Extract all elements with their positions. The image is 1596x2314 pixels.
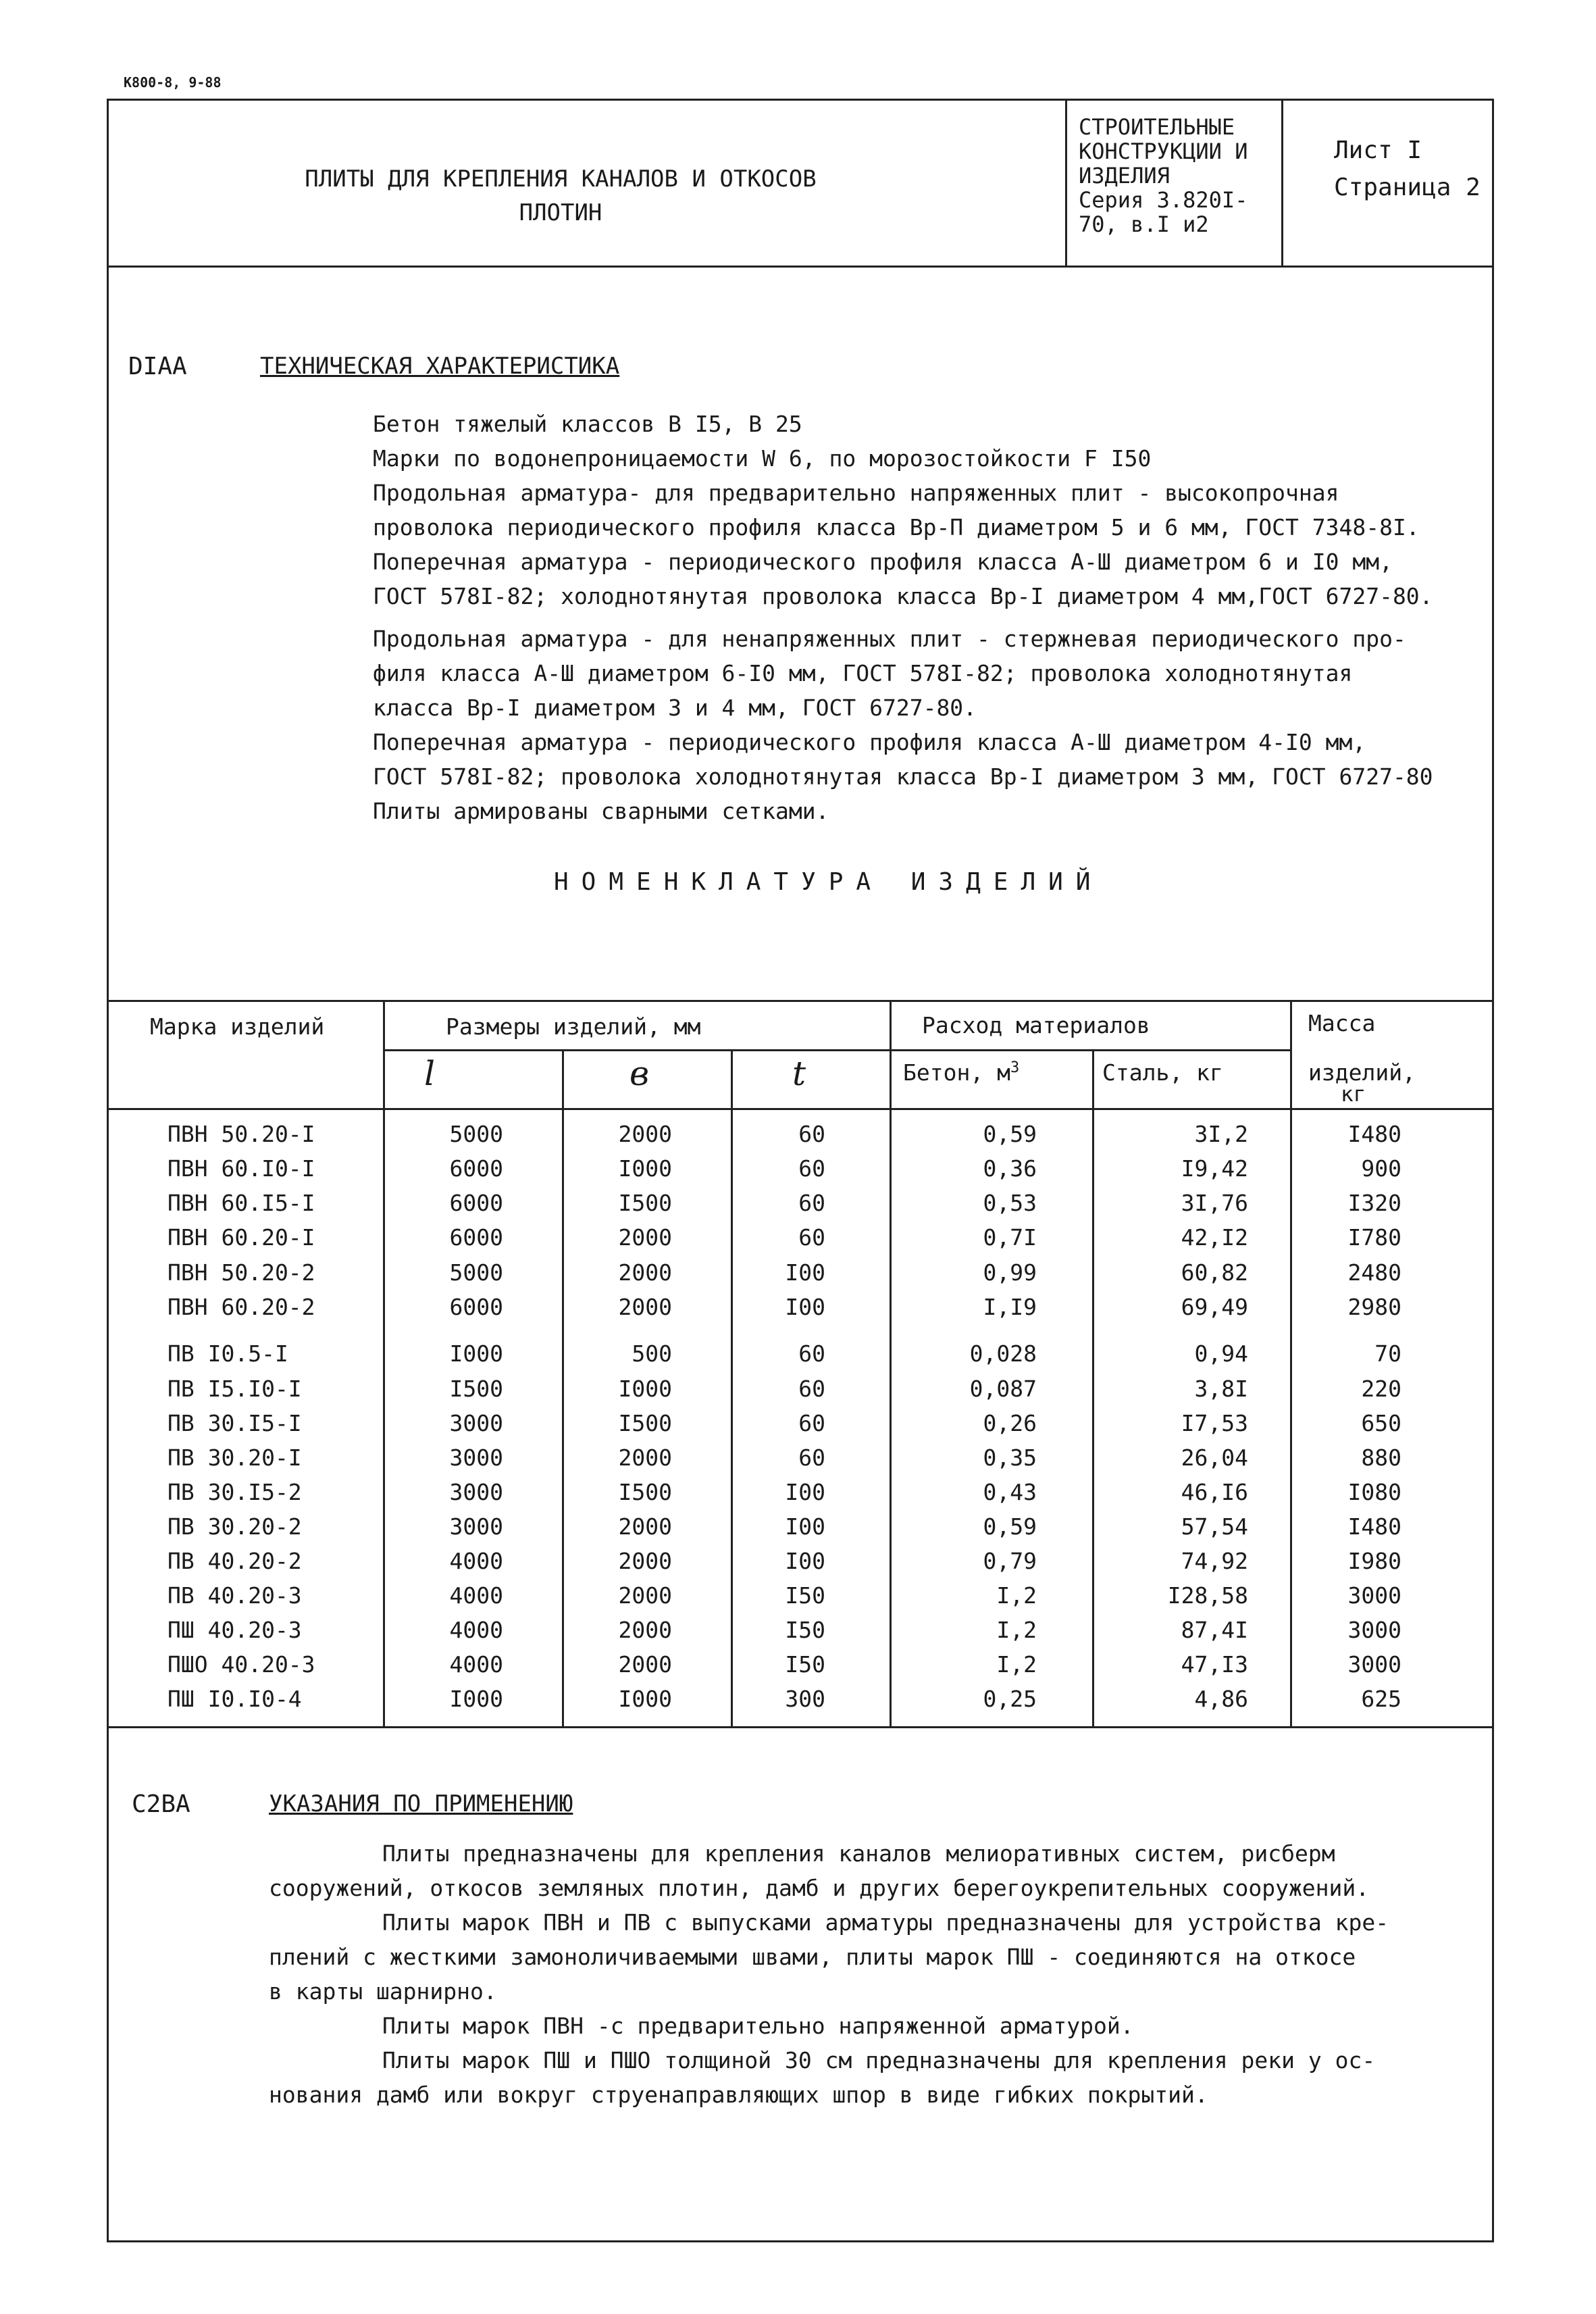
document-title-line-1: ПЛИТЫ ДЛЯ КРЕПЛЕНИЯ КАНАЛОВ И ОТКОСОВ — [305, 166, 817, 193]
table-cell: 2000 — [618, 1294, 672, 1320]
table-cell: ПВ 30.20-2 — [168, 1513, 302, 1540]
header-mass-items: изделий, — [1308, 1059, 1416, 1086]
table-cell: 46,I6 — [1181, 1479, 1248, 1505]
table-cell: 2480 — [1347, 1259, 1401, 1286]
table-cell: 0,79 — [983, 1548, 1037, 1574]
table-cell: ПВ 30.I5-I — [168, 1410, 302, 1436]
table-cell: 880 — [1361, 1444, 1401, 1471]
table-cell: ПВН 60.20-I — [168, 1224, 315, 1251]
header-width-b: в — [629, 1054, 650, 1093]
table-cell: I00 — [785, 1294, 825, 1320]
table-cell: 0,59 — [983, 1121, 1037, 1147]
table-cell: I00 — [785, 1479, 825, 1505]
section-1-code: DIAA — [128, 353, 187, 380]
table-cell: 0,7I — [983, 1224, 1037, 1251]
series-stamp-line: СТРОИТЕЛЬНЫЕ — [1079, 114, 1235, 140]
table-cell: ПВ 30.I5-2 — [168, 1479, 302, 1505]
table-cell: I,I9 — [983, 1294, 1037, 1320]
table-cell: 2000 — [618, 1513, 672, 1540]
table-cell: I500 — [618, 1190, 672, 1216]
text-line: в карты шарнирно. — [269, 1978, 497, 2005]
page-number: Страница 2 — [1334, 174, 1481, 201]
text-line: филя класса А-Ш диаметром 6-I0 мм, ГОСТ 578I-82; проволока холоднотянутая — [373, 660, 1353, 686]
table-cell: 60 — [798, 1444, 825, 1471]
section-2-code: C2BA — [132, 1790, 190, 1818]
table-cell: 0,99 — [983, 1259, 1037, 1286]
table-cell: 3I,2 — [1194, 1121, 1248, 1147]
table-cell: 2000 — [618, 1617, 672, 1643]
table-cell: 0,36 — [983, 1155, 1037, 1182]
text-line: ГОСТ 578I-82; холоднотянутая проволока класса Вр-I диаметром 4 мм,ГОСТ 6727-80. — [373, 583, 1433, 609]
table-cell: 3I,76 — [1181, 1190, 1248, 1216]
table-cell: 60 — [798, 1376, 825, 1402]
table-cell: ПШО 40.20-3 — [168, 1651, 315, 1678]
table-cell: I7,53 — [1181, 1410, 1248, 1436]
table-cell: ПВН 50.20-I — [168, 1121, 315, 1147]
table-cell: I50 — [785, 1582, 825, 1609]
table-cell: 3000 — [449, 1513, 503, 1540]
table-cell: ПВН 60.I0-I — [168, 1155, 315, 1182]
table-cell: 2000 — [618, 1259, 672, 1286]
table-cell: I000 — [449, 1340, 503, 1367]
table-cell: 650 — [1361, 1410, 1401, 1436]
table-cell: 0,43 — [983, 1479, 1037, 1505]
table-bottom-border — [107, 1726, 1494, 1728]
header-mark: Марка изделий — [150, 1013, 325, 1040]
table-cell: I480 — [1347, 1121, 1401, 1147]
table-cell: 3000 — [449, 1410, 503, 1436]
table-cell: 0,94 — [1194, 1340, 1248, 1367]
table-cell: 5000 — [449, 1259, 503, 1286]
table-cell: 500 — [632, 1340, 672, 1367]
table-cell: 2000 — [618, 1582, 672, 1609]
table-cell: 6000 — [449, 1224, 503, 1251]
text-line: Плиты марок ПВН -с предварительно напряженной арматурой. — [382, 2013, 1134, 2039]
table-cell: I080 — [1347, 1479, 1401, 1505]
table-cell: I480 — [1347, 1513, 1401, 1540]
table-cell: 60 — [798, 1224, 825, 1251]
table-cell: 220 — [1361, 1376, 1401, 1402]
section-1-title: ТЕХНИЧЕСКАЯ ХАРАКТЕРИСТИКА — [260, 353, 620, 380]
text-line: Плиты марок ПВН и ПВ с выпусками арматуры предназначены для устройства кре- — [382, 1909, 1389, 1936]
table-cell: 60 — [798, 1410, 825, 1436]
table-cell: 2000 — [618, 1548, 672, 1574]
text-line: Поперечная арматура - периодического профиля класса А-Ш диаметром 6 и I0 мм, — [373, 549, 1393, 575]
table-cell: I50 — [785, 1617, 825, 1643]
text-line: Плиты предназначены для крепления каналов мелиоративных систем, рисберм — [382, 1840, 1335, 1867]
text-line: проволока периодического профиля класса Вр-П диаметром 5 и 6 мм, ГОСТ 7348-8I. — [373, 514, 1420, 540]
header-length-l: l — [424, 1054, 435, 1093]
text-line: Продольная арматура- для предварительно напряженных плит - высокопрочная — [373, 480, 1339, 506]
table-cell: 625 — [1361, 1686, 1401, 1712]
table-cell: 57,54 — [1181, 1513, 1248, 1540]
table-cell: ПВ I5.I0-I — [168, 1376, 302, 1402]
table-cell: I28,58 — [1167, 1582, 1248, 1609]
table-cell: 60 — [798, 1190, 825, 1216]
series-stamp-line: Серия 3.820I- — [1079, 187, 1248, 213]
text-line: Поперечная арматура - периодического профиля класса А-Ш диаметром 4-I0 мм, — [373, 729, 1366, 755]
table-cell: I50 — [785, 1651, 825, 1678]
table-cell: 0,35 — [983, 1444, 1037, 1471]
text-line: Марки по водонепроницаемости W 6, по морозостойкости F I50 — [373, 445, 1152, 472]
table-cell: 6000 — [449, 1190, 503, 1216]
table-cell: ПВН 50.20-2 — [168, 1259, 315, 1286]
table-cell: ПВН 60.I5-I — [168, 1190, 315, 1216]
series-stamp-line: 70, в.I и2 — [1079, 211, 1209, 237]
header-mass: Масса — [1308, 1010, 1376, 1036]
table-cell: 300 — [785, 1686, 825, 1712]
table-cell: 47,I3 — [1181, 1651, 1248, 1678]
document-title-line-2: ПЛОТИН — [519, 199, 602, 226]
print-code: К800-8, 9-88 — [124, 74, 222, 91]
table-cell: 2980 — [1347, 1294, 1401, 1320]
text-line: нования дамб или вокруг струенаправляющих шпор в виде гибких покрытий. — [269, 2082, 1208, 2108]
text-line: Бетон тяжелый классов В I5, В 25 — [373, 411, 802, 437]
table-cell: 74,92 — [1181, 1548, 1248, 1574]
table-cell: 3,8I — [1194, 1376, 1248, 1402]
table-cell: 2000 — [618, 1651, 672, 1678]
table-cell: I000 — [618, 1686, 672, 1712]
table-cell: I00 — [785, 1259, 825, 1286]
table-cell: I00 — [785, 1548, 825, 1574]
header-steel: Сталь, кг — [1102, 1059, 1223, 1086]
table-cell: 3000 — [1347, 1617, 1401, 1643]
table-cell: 900 — [1361, 1155, 1401, 1182]
sheet-info — [1334, 132, 1481, 206]
table-cell: 70 — [1374, 1340, 1401, 1367]
section-2-title: УКАЗАНИЯ ПО ПРИМЕНЕНИЮ — [269, 1790, 573, 1817]
table-cell: 42,I2 — [1181, 1224, 1248, 1251]
table-cell: 60 — [798, 1155, 825, 1182]
table-cell: 87,4I — [1181, 1617, 1248, 1643]
table-cell: 6000 — [449, 1294, 503, 1320]
table-cell: 26,04 — [1181, 1444, 1248, 1471]
table-cell: I780 — [1347, 1224, 1401, 1251]
text-line: плений с жесткими замоноличиваемыми швами, плиты марок ПШ - соединяются на откосе — [269, 1944, 1356, 1970]
header-concrete-label: Бетон, м — [903, 1059, 1010, 1086]
table-cell: I000 — [618, 1155, 672, 1182]
table-cell: ПВН 60.20-2 — [168, 1294, 315, 1320]
text-line: Плиты марок ПШ и ПШО толщиной 30 см предназначены для крепления реки у ос- — [382, 2047, 1376, 2073]
table-cell: ПВ 40.20-2 — [168, 1548, 302, 1574]
table-cell: 4000 — [449, 1617, 503, 1643]
table-cell: 60,82 — [1181, 1259, 1248, 1286]
table-cell: 0,59 — [983, 1513, 1037, 1540]
header-materials: Расход материалов — [922, 1012, 1150, 1038]
title-block-divider — [107, 266, 1494, 268]
header-thickness-t: t — [792, 1054, 806, 1093]
text-line: Плиты армированы сварными сетками. — [373, 798, 829, 824]
table-cell: I980 — [1347, 1548, 1401, 1574]
table-cell: I,2 — [996, 1582, 1037, 1609]
table-cell: I000 — [618, 1376, 672, 1402]
section-2-text — [269, 1836, 1485, 2112]
text-line: ГОСТ 578I-82; проволока холоднотянутая класса Вр-I диаметром 3 мм, ГОСТ 6727-80 — [373, 763, 1433, 790]
table-cell: I500 — [618, 1479, 672, 1505]
table-cell: 4000 — [449, 1548, 503, 1574]
table-cell: 2000 — [618, 1224, 672, 1251]
table-cell: I,2 — [996, 1651, 1037, 1678]
table-cell: 4000 — [449, 1582, 503, 1609]
table-cell: 0,53 — [983, 1190, 1037, 1216]
table-header-bottom — [107, 1108, 1494, 1110]
header-concrete-sup: 3 — [1010, 1059, 1020, 1076]
header-mass-unit: кг — [1341, 1082, 1366, 1107]
table-cell: ПШ I0.I0-4 — [168, 1686, 302, 1712]
table-top-border — [107, 1000, 1494, 1002]
table-cell: 0,26 — [983, 1410, 1037, 1436]
table-cell: I9,42 — [1181, 1155, 1248, 1182]
table-subheader-line — [383, 1049, 1291, 1051]
table-cell: 4,86 — [1194, 1686, 1248, 1712]
nomenclature-title: НОМЕНКЛАТУРА ИЗДЕЛИЙ — [554, 868, 1104, 896]
series-stamp — [1079, 115, 1281, 236]
series-stamp-line: КОНСТРУКЦИИ И — [1079, 139, 1248, 164]
header-sizes: Размеры изделий, мм — [446, 1013, 701, 1040]
table-cell: 60 — [798, 1340, 825, 1367]
table-cell: I500 — [618, 1410, 672, 1436]
sheet-number: Лист I — [1334, 136, 1422, 164]
document-title — [290, 162, 831, 230]
text-line: Продольная арматура - для ненапряженных плит - стержневая периодического про- — [373, 626, 1406, 652]
table-cell: 3000 — [449, 1444, 503, 1471]
table-cell: I320 — [1347, 1190, 1401, 1216]
table-cell: 0,087 — [969, 1376, 1037, 1402]
table-cell: 2000 — [618, 1444, 672, 1471]
table-cell: 4000 — [449, 1651, 503, 1678]
table-cell: 3000 — [1347, 1651, 1401, 1678]
stamp-divider-left — [1065, 99, 1067, 266]
table-cell: I500 — [449, 1376, 503, 1402]
table-cell: ПВ 30.20-I — [168, 1444, 302, 1471]
text-line: сооружений, откосов земляных плотин, дамб и других берегоукрепительных сооружений. — [269, 1875, 1370, 1901]
table-cell: I00 — [785, 1513, 825, 1540]
table-cell: 60 — [798, 1121, 825, 1147]
table-cell: 3000 — [449, 1479, 503, 1505]
table-cell: 3000 — [1347, 1582, 1401, 1609]
table-cell: I,2 — [996, 1617, 1037, 1643]
table-cell: 2000 — [618, 1121, 672, 1147]
section-1-text — [373, 407, 1487, 828]
table-cell: I000 — [449, 1686, 503, 1712]
table-cell: ПВ I0.5-I — [168, 1340, 288, 1367]
table-cell: 0,25 — [983, 1686, 1037, 1712]
table-cell: 6000 — [449, 1155, 503, 1182]
stamp-divider-right — [1281, 99, 1283, 266]
table-cell: ПВ 40.20-3 — [168, 1582, 302, 1609]
header-concrete — [903, 1059, 1019, 1086]
text-line: класса Вр-I диаметром 3 и 4 мм, ГОСТ 6727-80. — [373, 695, 977, 721]
series-stamp-line: ИЗДЕЛИЯ — [1079, 163, 1170, 188]
table-cell: 0,028 — [969, 1340, 1037, 1367]
table-cell: ПШ 40.20-3 — [168, 1617, 302, 1643]
table-cell: 5000 — [449, 1121, 503, 1147]
table-cell: 69,49 — [1181, 1294, 1248, 1320]
